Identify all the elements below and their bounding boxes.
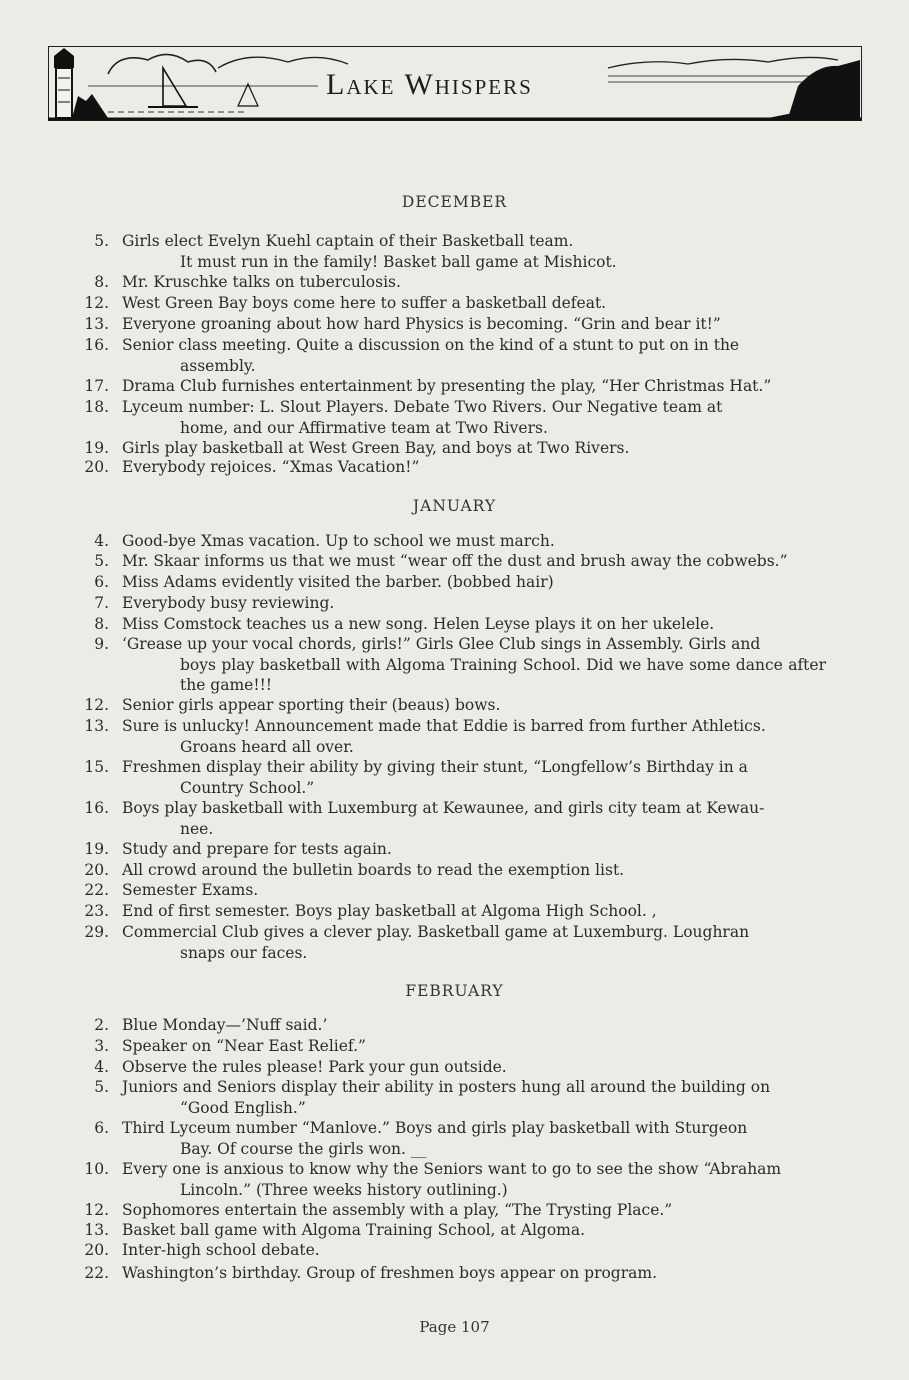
entry-text: Drama Club furnishes entertainment by presenting the play, “Her Christmas Hat.” (122, 377, 772, 395)
entry-number: 4. (94, 1058, 109, 1076)
entry-text: End of first semester. Boys play basketball at Algoma High School. , (122, 902, 657, 920)
entry-number: 9. (94, 635, 109, 653)
entry-number: 16. (84, 336, 109, 354)
section-title-january: JANUARY (412, 497, 497, 515)
entry-text: Semester Exams. (122, 881, 259, 899)
entry-text: Juniors and Seniors display their ability in posters hung all around the building on “Good English.” (122, 1078, 771, 1117)
entry-number: 22. (84, 881, 109, 899)
entry-number: 20. (84, 458, 109, 476)
entry-number: 20. (84, 861, 109, 879)
entry-text: Blue Monday—’Nuff said.’ (122, 1016, 328, 1034)
entry-number: 13. (84, 315, 109, 333)
entry-text: Girls elect Evelyn Kuehl captain of their Basketball team. It must run in the family! Basket ball game at Mishicot. (122, 232, 617, 271)
entry-text: Senior class meeting. Quite a discussion on the kind of a stunt to put on in the assembly. (122, 336, 740, 375)
entry-text: Basket ball game with Algoma Training School, at Algoma. (122, 1221, 586, 1239)
entry-text: Third Lyceum number “Manlove.” Boys and girls play basketball with Sturgeon Bay. Of course the girls won. __ (122, 1119, 748, 1158)
entry-text: Girls play basketball at West Green Bay, and boys at Two Rivers. (122, 439, 630, 457)
lighthouse-icon (54, 48, 108, 118)
entry-number: 8. (94, 615, 109, 633)
entry-number: 2. (94, 1016, 109, 1034)
entry-text: Washington’s birthday. Group of freshmen boys appear on program. (122, 1264, 658, 1282)
entry-number: 6. (94, 573, 109, 591)
entry-number: 15. (84, 758, 109, 776)
entry-text: Freshmen display their ability by giving their stunt, “Longfellow’s Birthday in a Country School.” (122, 758, 748, 797)
entry-number: 7. (94, 594, 109, 612)
section-title-december: DECEMBER (401, 193, 508, 211)
entry-text: Commercial Club gives a clever play. Basketball game at Luxemburg. Loughran snaps our faces. (122, 923, 750, 962)
entry-text: Study and prepare for tests again. (122, 840, 392, 858)
entry-text: Inter-high school debate. (122, 1241, 320, 1259)
entry-text: Speaker on “Near East Relief.” (122, 1037, 366, 1055)
entry-number: 12. (84, 1201, 109, 1219)
entry-text: Senior girls appear sporting their (beaus) bows. (122, 696, 501, 714)
entry-text: Lyceum number: L. Slout Players. Debate Two Rivers. Our Negative team at home, and our Affirmative team at Two Rivers. (122, 398, 723, 437)
entry-text: Good-bye Xmas vacation. Up to school we must march. (122, 532, 555, 550)
entry-number: 16. (84, 799, 109, 817)
entry-text: Everybody rejoices. “Xmas Vacation!” (122, 458, 420, 476)
entry-text: West Green Bay boys come here to suffer a basketball defeat. (122, 294, 607, 312)
sailboat-icon (148, 68, 258, 107)
entry-number: 5. (94, 232, 109, 250)
entry-text: Observe the rules please! Park your gun outside. (122, 1058, 507, 1076)
entry-text: Everyone groaning about how hard Physics is becoming. “Grin and bear it!” (122, 315, 721, 333)
entry-text: Mr. Skaar informs us that we must “wear off the dust and brush away the cobwebs.” (122, 552, 788, 570)
entry-number: 22. (84, 1264, 109, 1282)
entry-number: 4. (94, 532, 109, 550)
entry-number: 17. (84, 377, 109, 395)
entry-number: 12. (84, 294, 109, 312)
section-title-february: FEBRUARY (405, 982, 504, 1000)
entry-number: 29. (84, 923, 109, 941)
entry-number: 6. (94, 1119, 109, 1137)
entry-number: 5. (94, 1078, 109, 1096)
entry-text: ‘Grease up your vocal chords, girls!” Girls Glee Club sings in Assembly. Girls and boys play basketball with Algoma Training School. Did we have some dance after the game!!! (122, 635, 826, 694)
entry-text: Sure is unlucky! Announcement made that Eddie is barred from further Athletics. Groans heard all over. (122, 717, 766, 756)
entry-text: Every one is anxious to know why the Seniors want to go to see the show “Abraham Lincoln.” (Three weeks history outlining.) (122, 1160, 782, 1199)
entry-number: 13. (84, 717, 109, 735)
entry-text: All crowd around the bulletin boards to read the exemption list. (122, 861, 625, 879)
banner-title: Lake Whispers (320, 68, 539, 102)
entry-text: Miss Adams evidently visited the barber. (bobbed hair) (122, 573, 554, 591)
entry-number: 20. (84, 1241, 109, 1259)
entry-number: 23. (84, 902, 109, 920)
entry-number: 5. (94, 552, 109, 570)
page-number: Page 107 (419, 1318, 490, 1336)
entry-number: 18. (84, 398, 109, 416)
entry-number: 19. (84, 840, 109, 858)
entry-number: 13. (84, 1221, 109, 1239)
entry-text: Boys play basketball with Luxemburg at Kewaunee, and girls city team at Kewau- nee. (122, 799, 765, 838)
entry-number: 3. (94, 1037, 109, 1055)
entry-text: Everybody busy reviewing. (122, 594, 335, 612)
entry-number: 10. (84, 1160, 109, 1178)
entry-number: 8. (94, 273, 109, 291)
entry-number: 12. (84, 696, 109, 714)
entry-text: Miss Comstock teaches us a new song. Helen Leyse plays it on her ukelele. (122, 615, 715, 633)
header-banner (48, 46, 862, 122)
entry-number: 19. (84, 439, 109, 457)
entry-text: Sophomores entertain the assembly with a play, “The Trysting Place.” (122, 1201, 673, 1219)
entry-text: Mr. Kruschke talks on tuberculosis. (122, 273, 401, 291)
